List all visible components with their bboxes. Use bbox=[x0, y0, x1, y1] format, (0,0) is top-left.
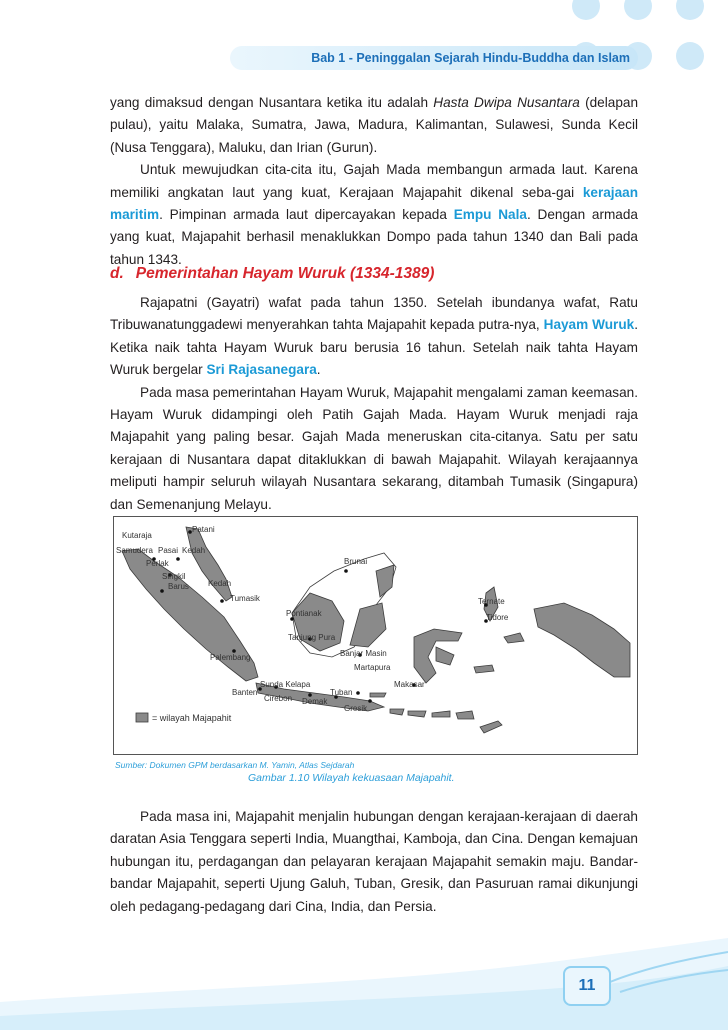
map-label-kedah-2: Kedah bbox=[208, 579, 232, 588]
text-paragraph: Pada masa pemerintahan Hayam Wuruk, Majapahit mengalami zaman keemasan. Hayam Wuruk didampingi oleh Patih Gajah Mada. Hayam Wuruk menjadi raja Majapahit yang paling besar. Gajah Mada meneruskan cita-citanya. Satu per satu kerajaan di Nusantara dapat ditaklukkan di bawah Majapahit. Wilayah kerajaannya meliputi hampir seluruh wilayah Nusantara sekarang, ditambah Tumasik (Singapura) dan Semenanjung Melayu. bbox=[110, 384, 638, 512]
paragraph-2 bbox=[110, 292, 638, 516]
text-span: . Pimpinan armada laut dipercayakan kepada bbox=[159, 207, 454, 223]
figure-caption: Gambar 1.10 Wilayah kekuasaan Majapahit. bbox=[248, 772, 455, 784]
map-label-pasai: Pasai bbox=[158, 546, 179, 555]
map-label-makasar: Makasar bbox=[394, 680, 425, 689]
section-number: d. bbox=[110, 265, 124, 282]
text-span: . Ketika naik tahta Hayam Wuruk baru berusia 16 tahun. Setelah naik tahta Hayam Wuruk bergelar bbox=[110, 317, 638, 378]
paragraph-1 bbox=[110, 92, 638, 271]
map-label-pontianak: Pontianak bbox=[286, 609, 322, 618]
keyword: kerajaan maritim bbox=[110, 184, 638, 223]
map-label-martapura: Martapura bbox=[354, 663, 391, 672]
majapahit-map bbox=[113, 516, 638, 755]
text-span: Rajapatni (Gayatri) wafat pada tahun 1350. Setelah ibundanya wafat, Ratu Tribuwanatunggadewi menyerahkan tahta Majapahit kepada putra-nya, bbox=[110, 295, 638, 333]
map-label-cirebon: Cirebon bbox=[264, 694, 293, 703]
map-label-ternate: Ternate bbox=[478, 597, 505, 606]
map-label-palembang: Palembang bbox=[210, 653, 251, 662]
map-label-sunda-kelapa: Sunda Kelapa bbox=[260, 680, 311, 689]
map-label-tidore: Tidore bbox=[486, 613, 509, 622]
text-span: (delapan pulau), yaitu Malaka, Sumatra, Jawa, Madura, Kalimantan, Sulawesi, Sunda Kecil (Nusa Tenggara), Maluku, dan Irian (Gurun). bbox=[110, 95, 639, 155]
map-label-kedah: Kedah bbox=[182, 546, 206, 555]
map-label-brunai: Brunai bbox=[344, 557, 368, 566]
map-label-kutaraja: Kutaraja bbox=[122, 531, 152, 540]
map-label-banjar-masin: Banjar Masin bbox=[340, 649, 387, 658]
italic-term: Hasta Dwipa Nusantara bbox=[433, 95, 580, 110]
legend-swatch bbox=[136, 713, 148, 722]
text-span: . bbox=[316, 362, 321, 378]
map-label-perlak: Perlak bbox=[146, 559, 169, 568]
paragraph-3 bbox=[110, 806, 638, 918]
page-number: 11 bbox=[563, 966, 611, 1006]
map-label-tuban: Tuban bbox=[330, 688, 353, 697]
section-title: Pemerintahan Hayam Wuruk (1334-1389) bbox=[135, 265, 435, 282]
chapter-header: Bab 1 - Peninggalan Sejarah Hindu-Buddha dan Islam bbox=[311, 51, 630, 65]
map-legend-text: = wilayah Majapahit bbox=[152, 713, 232, 723]
map-label-banten: Banten bbox=[232, 688, 258, 697]
decorative-wave bbox=[0, 930, 728, 1030]
text-span: yang dimaksud dengan Nusantara ketika itu adalah bbox=[110, 95, 434, 110]
map-label-samudera: Samudera bbox=[116, 546, 153, 555]
map-label-barus: Barus bbox=[168, 582, 189, 591]
map-label-tumasik: Tumasik bbox=[230, 594, 260, 603]
text-span: . Dengan armada yang kuat, Majapahit berhasil menaklukkan Dompo pada tahun 1340 dan Bali pada tahun 1343. bbox=[110, 207, 638, 267]
keyword: Empu Nala bbox=[453, 207, 527, 223]
section-heading bbox=[110, 265, 434, 283]
text-paragraph: Pada masa ini, Majapahit menjalin hubungan dengan kerajaan-kerajaan di daerah daratan Asia Tenggara seperti India, Muangthai, Kamboja, dan Cina. Dengan kemajuan hubungan itu, perdagangan dan pelayaran kerajaan Majapahit semakin maju. Bandar-bandar Majapahit, seperti Ujung Galuh, Tuban, Gresik, dan Pasuruan ramai dikunjungi oleh pedagang-pedagang dari Cina, India, dan Persia. bbox=[110, 809, 638, 914]
keyword: Sri Rajasanegara bbox=[206, 362, 317, 378]
map-label-singkil: Singkil bbox=[162, 572, 186, 581]
map-label-demak: Demak bbox=[302, 697, 328, 706]
map-label-tanjung-pura: Tanjung Pura bbox=[288, 633, 336, 642]
keyword: Hayam Wuruk bbox=[543, 317, 635, 333]
figure-source: Sumber: Dokumen GPM berdasarkan M. Yamin, Atlas Sejdarah bbox=[115, 760, 355, 770]
text-span: Untuk mewujudkan cita-cita itu, Gajah Mada membangun armada laut. Karena memiliki angkatan laut yang kuat, Kerajaan Majapahit dikenal seba-gai bbox=[110, 162, 638, 200]
map-label-patani: Patani bbox=[192, 525, 215, 534]
map-label-gresik: Gresik bbox=[344, 704, 368, 713]
